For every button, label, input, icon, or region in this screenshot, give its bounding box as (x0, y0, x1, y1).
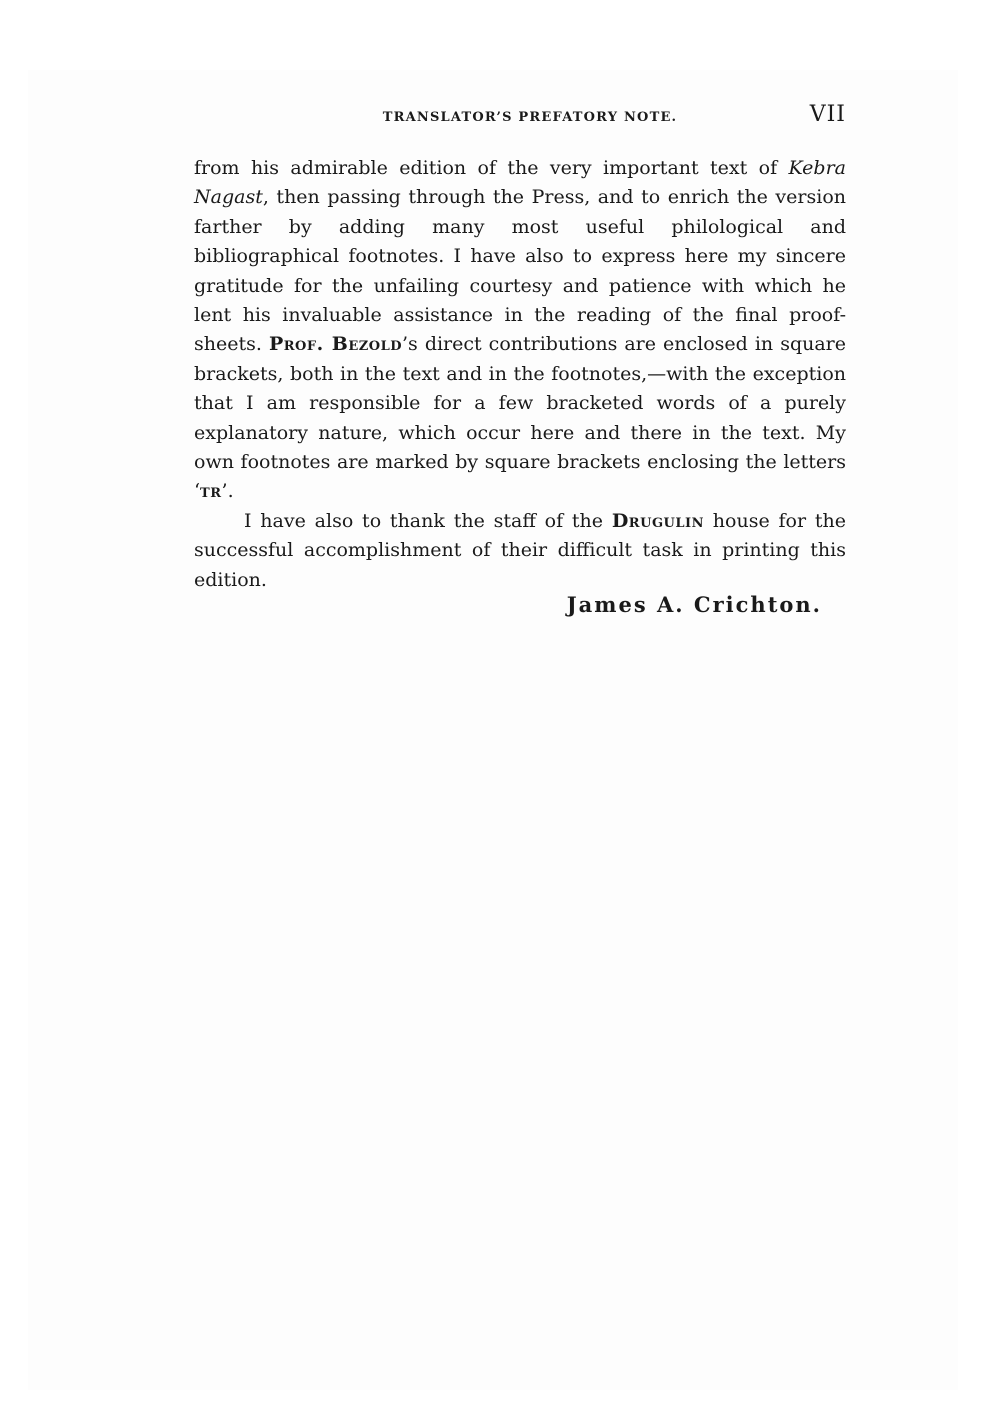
signature: James A. Crichton. (566, 592, 822, 617)
paragraph-2-text-2: house for the successful accomplishment of their difficult task in printing this edition. (194, 509, 846, 591)
paragraph-1-text-2: , then passing through the Press, and to enrich the version farther by adding many most useful philological and bibliographical footnotes. I have also to express here my sincere gratitude for the unfailing courtesy and patience with which he lent his invaluable assistance in the reading of the final proof-sheets. (194, 186, 846, 356)
paragraph-1-text-1: from his admirable edition of the very important text of (194, 157, 789, 179)
paragraph-2 (194, 507, 846, 595)
author-name-bezold: Prof. Bezold (268, 333, 402, 356)
page-header (194, 102, 846, 132)
translator-abbrev: tr (200, 480, 222, 503)
paragraph-1 (194, 154, 846, 507)
page-number: VII (809, 102, 846, 127)
paragraph-2-text-1: I have also to thank the staff of the (244, 509, 612, 532)
paragraph-1-text-4: ’. (221, 480, 234, 503)
printer-name: Drugulin (611, 509, 704, 532)
book-title: Kebra Nagast (194, 157, 846, 209)
body-text (194, 154, 846, 595)
paragraph-1-text-3: ’s direct contributions are enclosed in square brackets, both in the text and in the footnotes,—with the exception that I am responsible for a few bracketed words of a purely explanatory nature, which occur here and there in the text. My own footnotes are marked by square brackets enclosing the letters ‘ (194, 333, 846, 503)
running-head: TRANSLATOR’S PREFATORY NOTE. (382, 110, 678, 125)
